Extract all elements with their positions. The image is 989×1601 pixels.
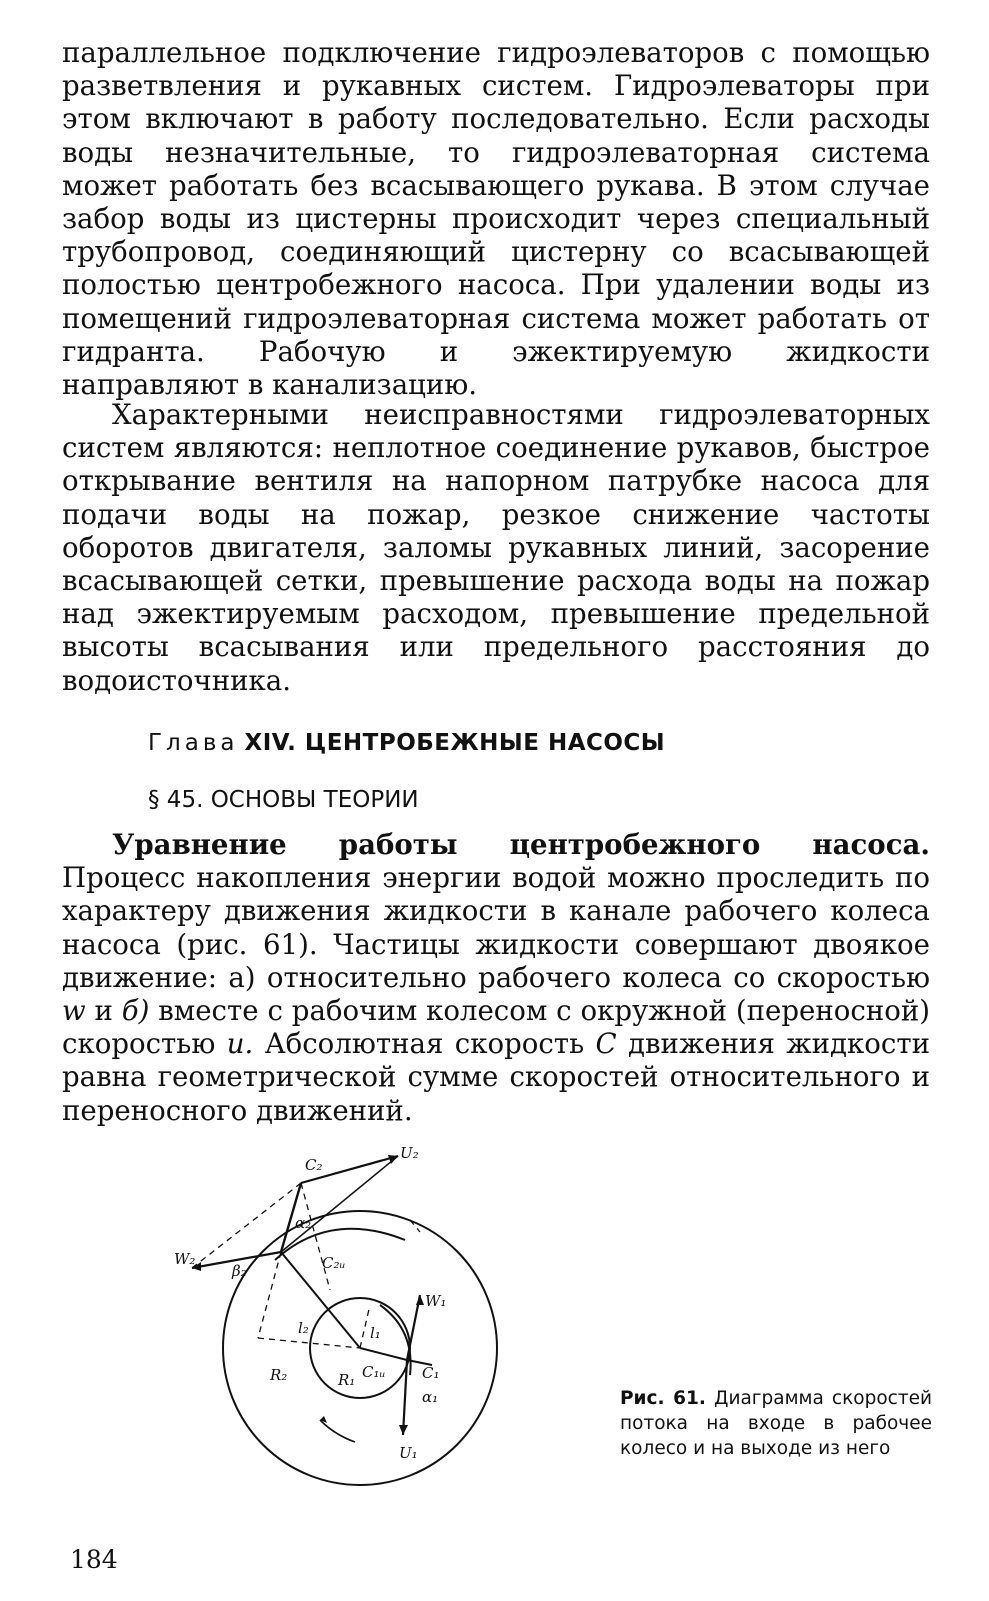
figure-caption-label: Рис. 61. [620,1388,706,1409]
label-r2: R₂ [270,1366,288,1384]
list-marker-b: б) [121,994,150,1028]
label-w1: W₁ [425,1292,447,1310]
label-u2: U₂ [400,1144,419,1162]
paragraph-1 [62,36,930,401]
dashed-line-c2u [301,1183,330,1290]
velocity-diagram-figure [170,1140,615,1500]
figure-caption [620,1386,932,1461]
label-c1u: C₁ᵤ [362,1363,386,1381]
w1-arrowhead [416,1295,424,1305]
label-c1: C₁ [422,1364,440,1382]
paragraph-3-text [62,828,930,1127]
figure-caption-text: Диаграмма скоростей потока на входе в рабочее колесо и на выходе из него [620,1388,932,1459]
section-heading: § 45. ОСНОВЫ ТЕОРИИ [148,787,419,813]
symbol-u: u. [226,1027,254,1061]
rotation-arrow [320,1420,355,1442]
radius-r1-line [360,1348,407,1360]
chapter-heading-lead: Глава [148,730,239,756]
paragraph-3 [62,828,930,1127]
label-beta2: β₂ [232,1262,247,1280]
symbol-c: С [595,1027,617,1061]
label-alpha2: α₂ [295,1214,312,1232]
label-r1: R₁ [338,1371,356,1389]
u1-arrowhead [399,1425,408,1435]
chapter-heading [148,730,665,756]
chapter-heading-title: XIV. ЦЕНТРОБЕЖНЫЕ НАСОСЫ [244,730,666,756]
dashed-line-l1 [360,1305,370,1348]
velocity-diagram [170,1140,615,1500]
page-number: 184 [70,1545,118,1574]
label-c2u: C₂ᵤ [322,1254,346,1272]
paragraph-3-part-3: вместе с рабочим колесом с окружной (переносной) скоростью [62,994,930,1061]
paragraph-3-runin-heading: Уравнение работы центробежного насоса. [112,828,930,861]
label-l1: l₁ [370,1324,381,1342]
label-alpha1: α₁ [422,1388,439,1406]
paragraph-2 [62,398,930,697]
label-u1: U₁ [399,1444,418,1462]
dashed-line-l2-base [258,1338,360,1348]
paragraph-1-text: параллельное подключение гидроэлеваторов с помощью разветвления и рукавных систем. Гидроэлеваторы при этом включают в работу последовательно. Если расходы воды незначительные, то гидроэлеваторная система может работать без всасывающего рукава. В этом случае забор воды из цистерны происходит через специальный трубопровод, соединяющий цистерну со всасывающей полостью центробежного насоса. При удалении воды из помещений гидроэлеваторная система может работать от гидранта. Рабочую и эжектируемую жидкости направляют в канализацию. [62,36,930,402]
symbol-w: w [62,994,86,1028]
dashed-line-l2 [258,1252,281,1338]
paragraph-3-part-1: Процесс накопления энергии водой можно проследить по характеру движения жидкости в канале рабочего колеса насоса (рис. 61). Частицы жидкости совершают двоякое движение: а) относительно рабочего колеса со скоростью [62,861,930,994]
label-c2: C₂ [305,1156,323,1174]
label-w2: W₂ [174,1250,196,1268]
vector-u2-from-point [281,1156,398,1252]
paragraph-3-part-2: и [85,994,122,1028]
paragraph-3-part-5: движения жидкости равна геометрической сумме скоростей относительного и переносного движений. [62,1027,930,1127]
paragraph-3-part-4: Абсолютная скорость [253,1027,596,1061]
label-l2: l₂ [298,1319,309,1337]
paragraph-2-text: Характерными неисправностями гидроэлеваторных систем являются: неплотное соединение рукавов, быстрое открывание вентиля на напорном патрубке насоса для подачи воды на пожар, резкое снижение частоты оборотов двигателя, заломы рукавных линий, засорение всасывающей сетки, превышение расхода воды на пожар над эжектируемым расходом, превышение предельной высоты всасывания или предельного расстояния до водоисточника. [62,398,930,697]
